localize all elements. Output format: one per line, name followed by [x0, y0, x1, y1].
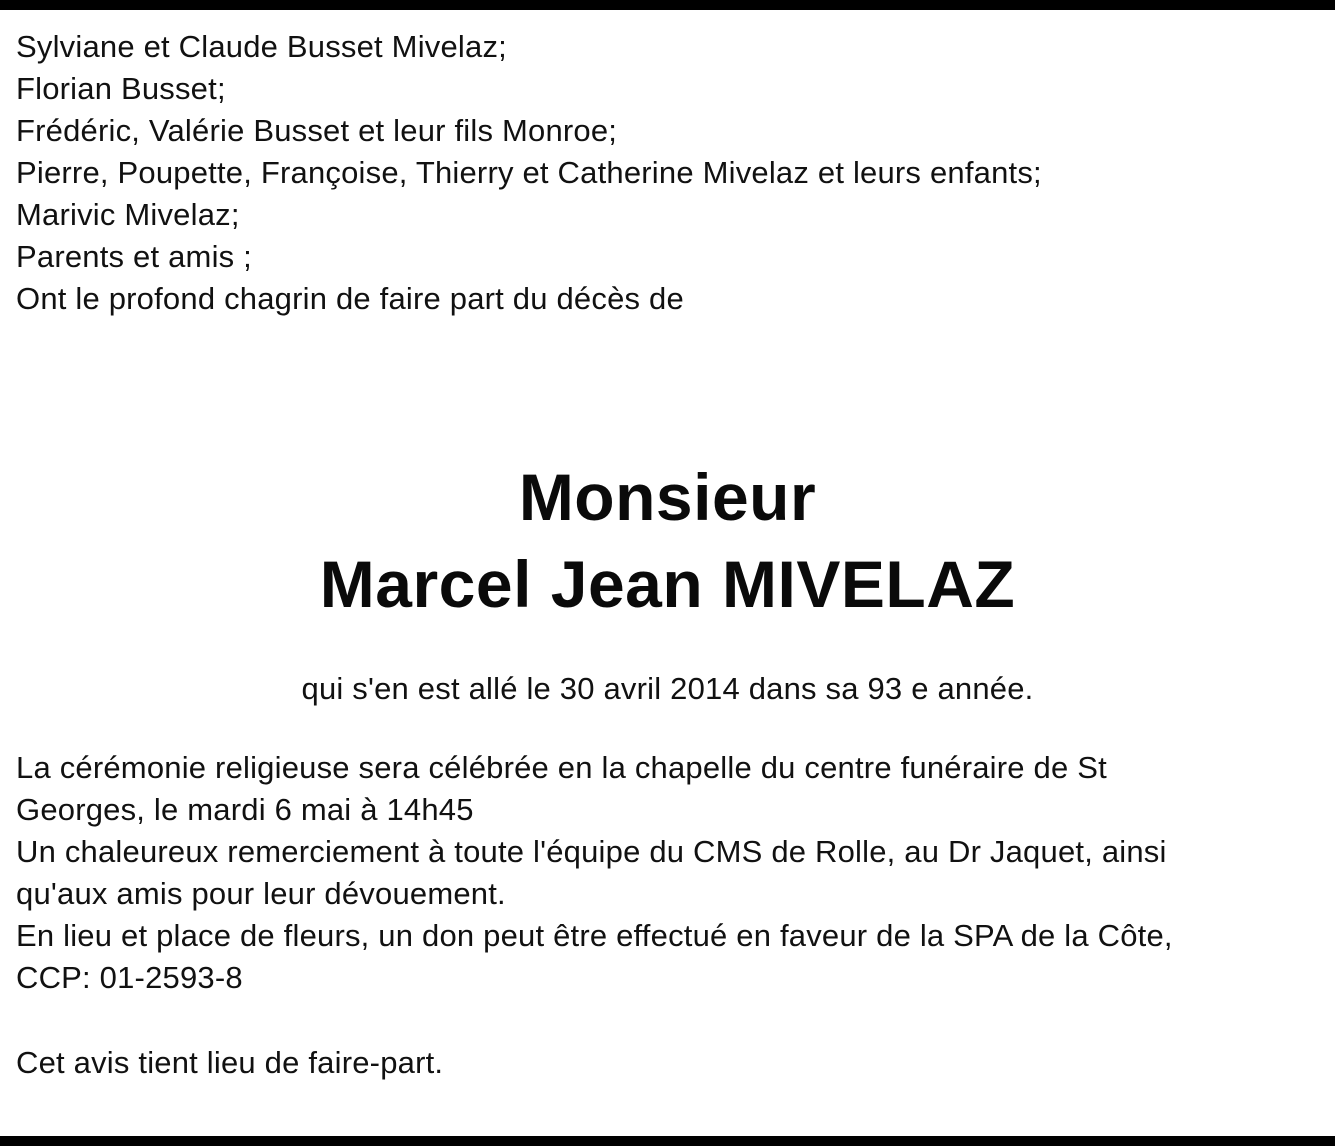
family-line: Sylviane et Claude Busset Mivelaz;: [16, 29, 507, 64]
ceremony-details: [16, 747, 1316, 999]
family-announcement: [16, 26, 1316, 320]
passing-date-line: qui s'en est allé le 30 avril 2014 dans sa 93 e année.: [301, 671, 1034, 706]
family-line: Frédéric, Valérie Busset et leur fils Monroe;: [16, 113, 618, 148]
announcement-line: Ont le profond chagrin de faire part du décès de: [16, 281, 684, 316]
details-line: Un chaleureux remerciement à toute l'équipe du CMS de Rolle, au Dr Jaquet, ainsi: [16, 834, 1167, 869]
family-line: Marivic Mivelaz;: [16, 197, 240, 232]
family-line: Parents et amis ;: [16, 239, 252, 274]
family-line: Florian Busset;: [16, 71, 226, 106]
closing-note: Cet avis tient lieu de faire-part.: [16, 1045, 444, 1080]
top-border-rule: [0, 0, 1335, 10]
deceased-name: Marcel Jean MIVELAZ: [319, 547, 1016, 621]
details-line: La cérémonie religieuse sera célébrée en la chapelle du centre funéraire de St: [16, 750, 1107, 785]
details-line: Georges, le mardi 6 mai à 14h45: [16, 792, 474, 827]
details-line: CCP: 01-2593-8: [16, 960, 243, 995]
details-line: qu'aux amis pour leur dévouement.: [16, 876, 506, 911]
bottom-border-rule: [0, 1136, 1335, 1146]
family-line: Pierre, Poupette, Françoise, Thierry et Catherine Mivelaz et leurs enfants;: [16, 155, 1042, 190]
deceased-title: Monsieur: [518, 460, 817, 534]
details-line: En lieu et place de fleurs, un don peut être effectué en faveur de la SPA de la Côte,: [16, 918, 1173, 953]
